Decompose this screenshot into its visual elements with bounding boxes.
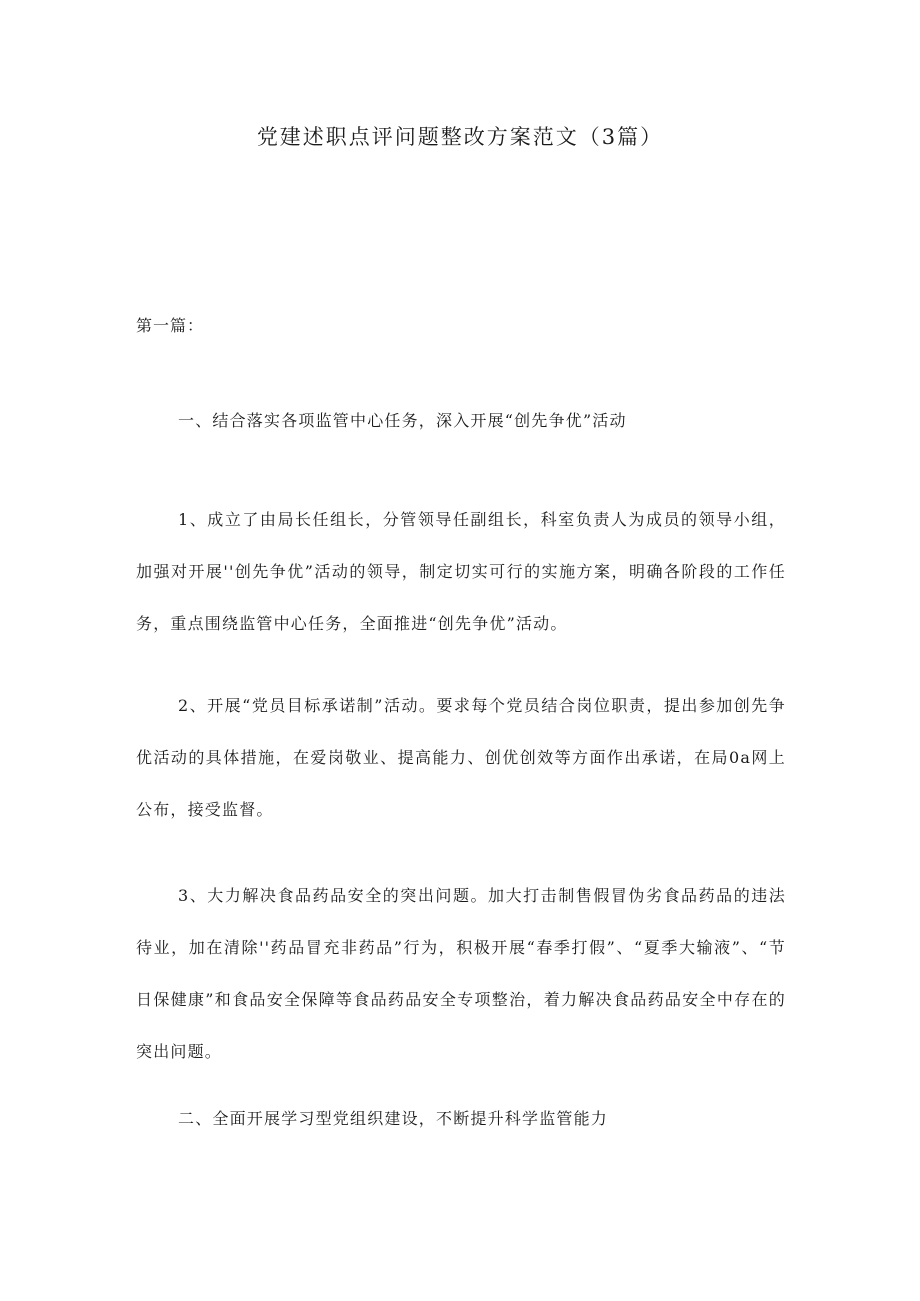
paragraph-3: 3、大力解决食品药品安全的突出问题。加大打击制售假冒伪劣食品药品的违法待业，加在清除''药品冒充非药品”行为，积极开展“春季打假”、“夏季大输液”、“节日保健康”和食品安全保障等食品药品安全专项整治，着力解决食品药品安全中存在的突出问题。 — [136, 886, 786, 1061]
paragraph-1: 1、成立了由局长任组长，分管领导任副组长，科室负责人为成员的领导小组，加强对开展''创先争优”活动的领导，制定切实可行的实施方案，明确各阶段的工作任务，重点围绕监管中心任务，全面推进“创先争优”活动。 — [136, 510, 786, 633]
section-heading-2: 二、全面开展学习型党组织建设，不断提升科学监管能力 — [178, 1109, 609, 1128]
part-label: 第一篇： — [136, 316, 205, 335]
section-heading-1: 一、结合落实各项监管中心任务，深入开展“创先争优”活动 — [178, 411, 627, 430]
document-title: 党建述职点评问题整改方案范文（3篇） — [256, 125, 664, 149]
paragraph-2: 2、开展“党员目标承诺制”活动。要求每个党员结合岗位职责，提出参加创先争优活动的具体措施，在爱岗敬业、提高能力、创优创效等方面作出承诺，在局0a网上公布，接受监督。 — [136, 696, 786, 819]
